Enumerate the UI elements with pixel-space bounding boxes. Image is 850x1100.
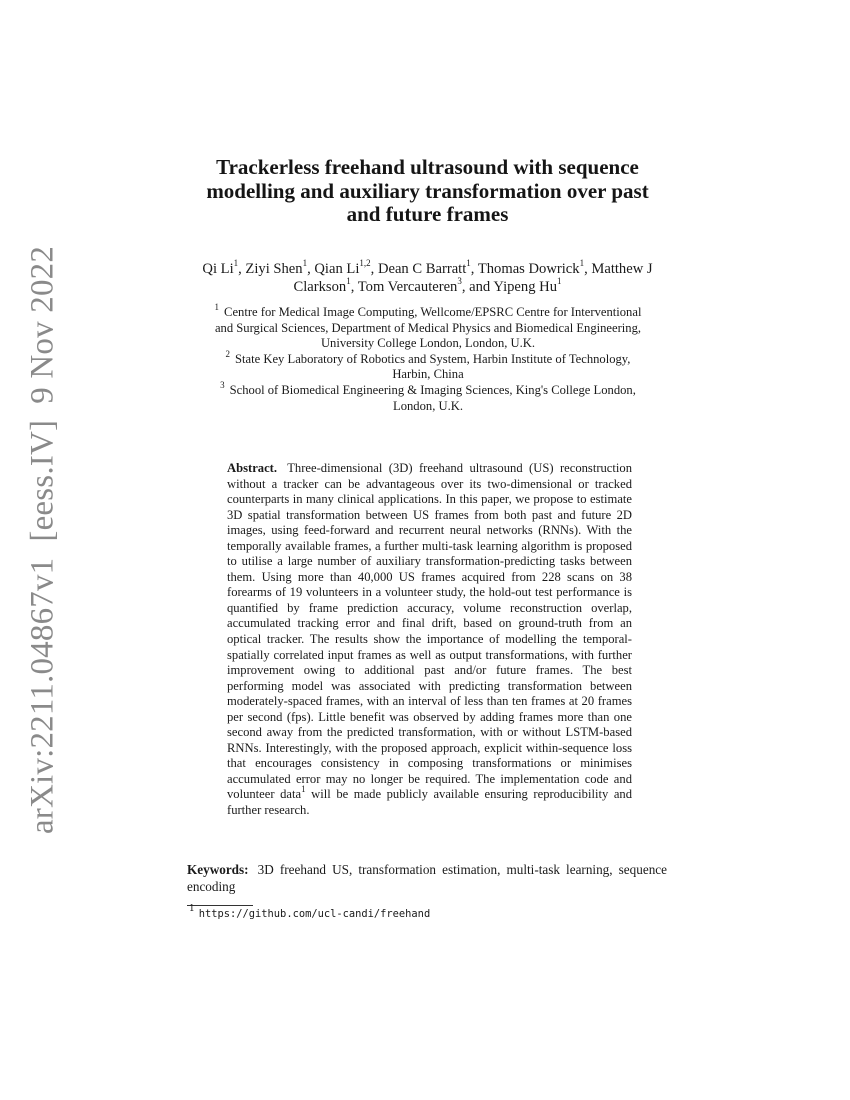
arxiv-date: 9 Nov 2022 bbox=[24, 245, 61, 404]
paper-title bbox=[185, 156, 670, 227]
author: Dean C Barratt$^1$ bbox=[377, 258, 471, 277]
footnote-mark: 1 bbox=[301, 784, 306, 795]
author-line: Clarkson$^1$, Tom Vercauteren$^3$, and Yipeng Hu$^1$ bbox=[293, 276, 562, 295]
author: Tom Vercauteren$^3$ bbox=[357, 276, 462, 295]
author-first-part: Matthew J bbox=[591, 261, 653, 277]
abstract bbox=[227, 461, 632, 819]
affiliation: $^2$ State Key Laboratory of Robotics and System, Harbin Institute of Technology, Harbin, China bbox=[225, 348, 631, 382]
title-line: modelling and auxiliary transformation over past bbox=[206, 178, 649, 203]
author: Qian Li$^{1,2}$ bbox=[314, 258, 371, 277]
keywords bbox=[187, 861, 667, 895]
author-last-part: Clarkson bbox=[293, 279, 347, 295]
footnote bbox=[189, 904, 431, 921]
footnote-link[interactable]: https://github.com/ucl-candi/freehand bbox=[198, 908, 431, 920]
keywords-label: Keywords: bbox=[187, 862, 249, 877]
affiliation-list bbox=[178, 301, 678, 414]
author-list bbox=[165, 260, 690, 296]
abstract-label: Abstract. bbox=[227, 461, 278, 475]
title-line: and future frames bbox=[346, 202, 509, 226]
author: Qi Li$^1$ bbox=[202, 258, 239, 277]
abstract-text-end: will be made publicly available ensuring reproducibility and further research. bbox=[227, 787, 633, 818]
affiliation: $^3$ School of Biomedical Engineering & Imaging Sciences, King's College London, London, U.K. bbox=[220, 379, 636, 413]
author: Yipeng Hu$^1$ bbox=[493, 276, 562, 295]
affiliation: $^1$ Centre for Medical Image Computing, Wellcome/EPSRC Centre for Interventional and Surgical Sciences, Department of Medical Physics and Biomedical Engineering, University College London, London, U.K. bbox=[214, 301, 642, 351]
footnote-divider bbox=[187, 905, 253, 906]
arxiv-watermark bbox=[25, 246, 62, 834]
abstract-text: Three-dimensional (3D) freehand ultrasound (US) reconstruction without a tracker can be advantageous over its two-dimensional or tracked counterparts in many clinical applications. In this paper, we propose to estimate 3D spatial transformation between US frames from both past and future 2D images, using feed-forward and recurrent neural networks (RNNs). With the temporally available frames, a further multi-task learning algorithm is proposed to utilise a large number of auxiliary transformation-predicting tasks between them. Using more than 40,000 US frames acquired from 228 scans on 38 forearms of 19 volunteers in a volunteer study, the hold-out test performance is quantified by frame prediction accuracy, volume reconstruction overlap, accumulated tracking error and final drift, based on ground-truth from an optical tracker. The results show the importance of modelling the temporal-spatially correlated input frames as well as output transformations, with further improvement owing to additional past and/or future frames. The best performing model was associated with predicting transformation between moderately-spaced frames, with an interval of less than ten frames at 20 frames per second (fps). Little benefit was observed by adding frames more than one second away from the predicted transformation, with or without LSTM-based RNNs. Interestingly, with the proposed approach, explicit within-sequence loss that encourages consistency in composing transformations or minimises accumulated error may no longer be required. The implementation code and volunteer data bbox=[227, 461, 632, 802]
keywords-text: 3D freehand US, transformation estimation, multi-task learning, sequence encoding bbox=[187, 862, 667, 894]
author-line: Qi Li$^1$, Ziyi Shen$^1$, Qian Li$^{1,2}$, Dean C Barratt$^1$, Thomas Dowrick$^1$, Matthew J bbox=[202, 258, 653, 277]
title-line: Trackerless freehand ultrasound with sequence bbox=[216, 155, 639, 179]
arxiv-category: [eess.IV] bbox=[24, 419, 61, 542]
author: Thomas Dowrick$^1$ bbox=[477, 258, 585, 277]
author: Ziyi Shen$^1$ bbox=[245, 258, 308, 277]
arxiv-id: arXiv:2211.04867v1 bbox=[24, 557, 61, 835]
footnote-number: 1 bbox=[189, 904, 195, 915]
